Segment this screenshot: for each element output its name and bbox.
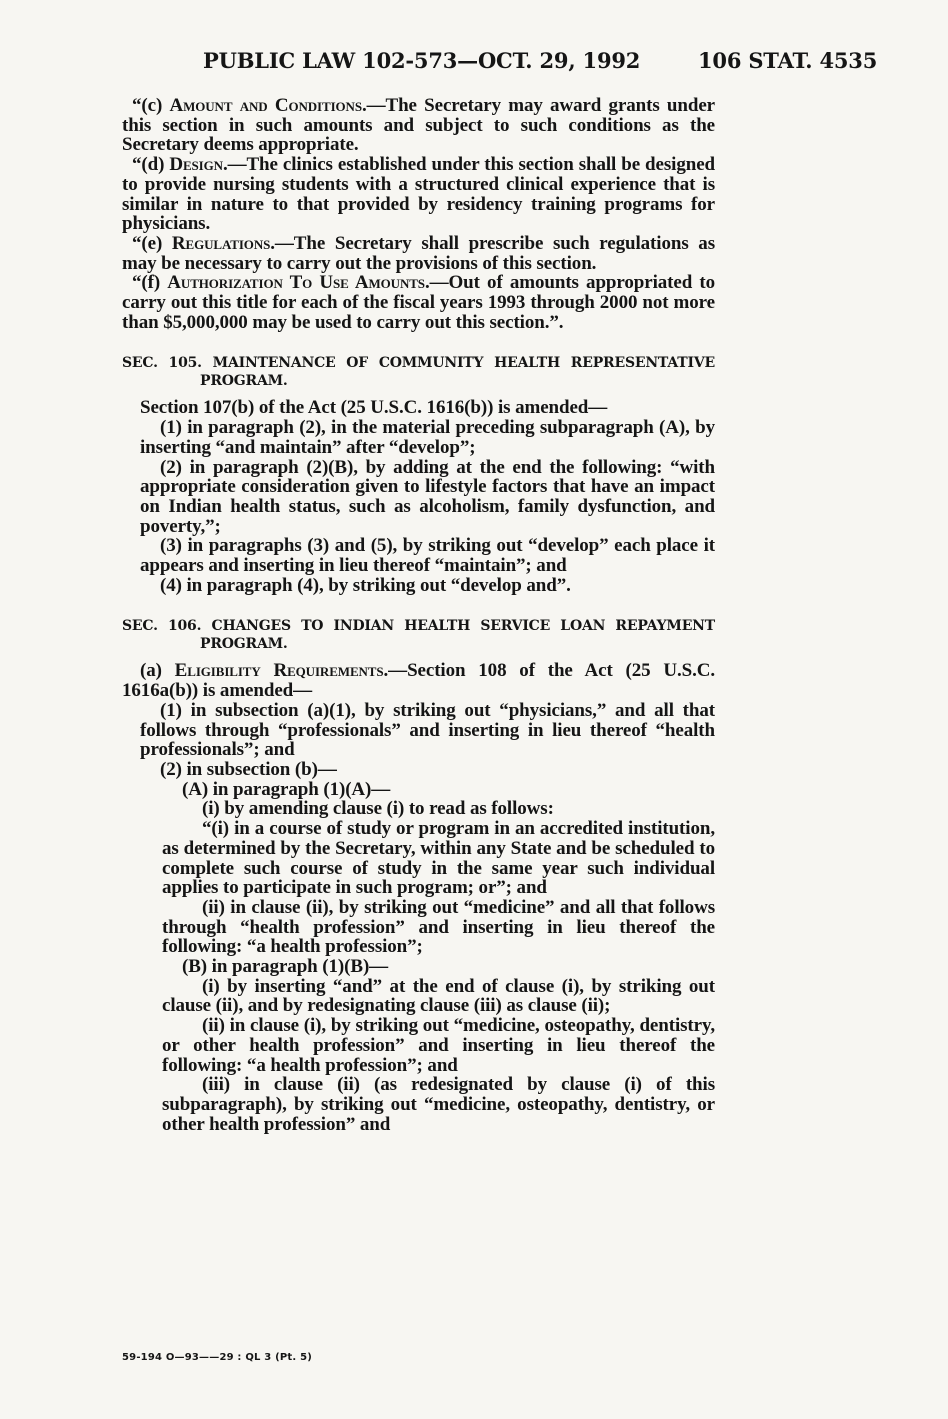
section-105-title: MAINTENANCE OF COMMUNITY HEALTH REPRESENTATIVE PROGRAM. xyxy=(200,355,715,390)
section-106-a-heading: Eligibility Requirements xyxy=(174,660,384,682)
section-106-para-1: (1) in subsection (a)(1), by striking out “physicians,” and all that follows through “professionals” and inserting in lieu thereof “health professionals”; and xyxy=(140,699,715,761)
subsection-e-heading: Regulations xyxy=(171,232,271,254)
subsection-c xyxy=(122,96,715,155)
header-stat-page: 106 STAT. 4535 xyxy=(698,48,878,73)
subsection-f xyxy=(122,273,715,332)
section-105-para-2: (2) in paragraph (2)(B), by adding at the end the following: “with appropriate consideration given to lifestyle factors that have an impact on Indian health status, such as alcoholism, family dysfunction, and poverty,”; xyxy=(140,456,715,537)
subsection-f-lead: “(f) xyxy=(132,272,168,294)
section-106-a-lead: (a) xyxy=(140,660,175,682)
section-106-clause-B-ii: (ii) in clause (i), by striking out “medicine, osteopathy, dentistry, or other health profession” and inserting in lieu thereof the following: “a health profession”; and xyxy=(162,1015,715,1076)
subsection-d-heading: Design xyxy=(169,154,223,176)
section-106-subpara-B: (B) in paragraph (1)(B)— xyxy=(182,956,389,978)
section-105-heading xyxy=(122,354,715,390)
subsection-f-heading: Authorization To Use Amounts xyxy=(167,272,425,294)
subsection-d-lead: “(d) xyxy=(132,154,170,176)
section-106-clause-A-ii: (ii) in clause (ii), by striking out “medicine” and all that follows through “health profession” and inserting in lieu thereof the following: “a health profession”; xyxy=(162,896,715,958)
section-106-subpara-A: (A) in paragraph (1)(A)— xyxy=(182,778,391,800)
header-title: PUBLIC LAW 102-573—OCT. 29, 1992 xyxy=(203,48,641,73)
subsection-e xyxy=(122,234,715,273)
running-header xyxy=(0,48,948,78)
section-105-para-1: (1) in paragraph (2), in the material preceding subparagraph (A), by inserting “and maintain” after “develop”; xyxy=(140,417,715,458)
section-106-clause-A-i: (i) by amending clause (i) to read as follows: xyxy=(202,798,554,820)
subsection-e-lead: “(e) xyxy=(132,232,172,254)
section-105-number: SEC. 105. xyxy=(122,355,202,372)
section-106-number: SEC. 106. xyxy=(122,618,202,635)
section-106-subsection-a xyxy=(122,661,715,700)
subsection-f-text: .—Out of amounts appropriated to carry out this title for each of the fiscal years 1993 through 2000 not more than $5,000,000 may be used to carry out this section.”. xyxy=(122,272,715,333)
section-106-clause-B-iii: (iii) in clause (ii) (as redesignated by clause (i) of this subparagraph), by striking out “medicine, osteopathy, dentistry, or other health profession” and xyxy=(162,1074,715,1135)
section-106-title: CHANGES TO INDIAN HEALTH SERVICE LOAN REPAYMENT PROGRAM. xyxy=(200,618,715,653)
section-105-intro: Section 107(b) of the Act (25 U.S.C. 1616(b)) is amended— xyxy=(140,397,608,419)
subsection-c-heading: Amount and Conditions xyxy=(169,95,362,116)
body-text xyxy=(122,96,715,1134)
section-106-a-text: .—Section 108 of the Act (25 U.S.C. 1616a(b)) is amended— xyxy=(122,660,715,702)
subsection-e-text: .—The Secretary shall prescribe such regulations as may be necessary to carry out the provisions of this section. xyxy=(122,232,715,274)
section-105-para-4: (4) in paragraph (4), by striking out “develop and”. xyxy=(160,574,571,596)
section-105-para-3: (3) in paragraphs (3) and (5), by striking out “develop” each place it appears and inserting in lieu thereof “maintain”; and xyxy=(140,535,715,577)
subsection-c-lead: “(c) xyxy=(132,95,170,116)
print-job-code: 59-194 O—93——29 : QL 3 (Pt. 5) xyxy=(122,1352,312,1363)
subsection-d xyxy=(122,155,715,234)
section-106-heading xyxy=(122,617,715,653)
section-106-para-2: (2) in subsection (b)— xyxy=(160,758,337,780)
section-106-quoted-clause: “(i) in a course of study or program in an accredited institution, as determined by the Secretary, within any State and be scheduled to complete such course of study in the same year such individual applies to participate in such program; or”; and xyxy=(162,818,715,899)
subsection-c-text: .—The Secretary may award grants under this section in such amounts and subject to such conditions as the Secretary deems appropriate. xyxy=(122,95,716,156)
subsection-d-text: .—The clinics established under this section shall be designed to provide nursing students with a structured clinical experience that is similar in nature to that provided by residency training programs for physicians. xyxy=(122,154,715,235)
section-106-clause-B-i: (i) by inserting “and” at the end of clause (i), by striking out clause (ii), and by redesignating clause (iii) as clause (ii); xyxy=(162,975,715,1017)
